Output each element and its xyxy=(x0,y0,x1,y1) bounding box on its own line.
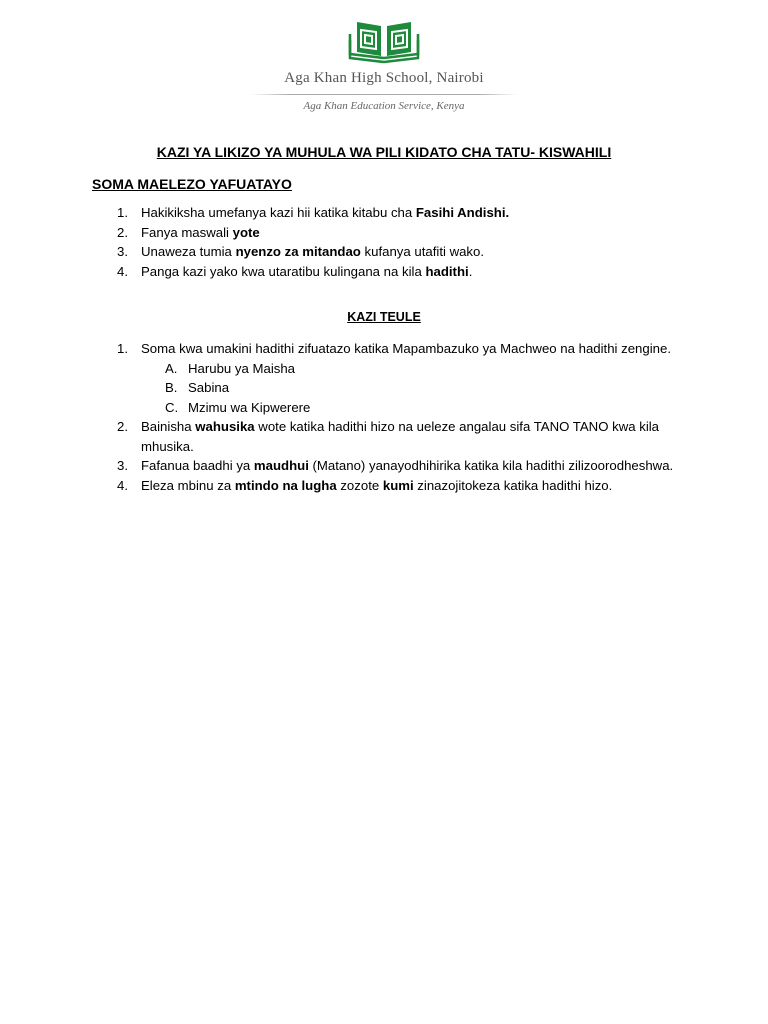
list-item: 1. Soma kwa umakini hadithi zifuatazo katika Mapambazuko ya Machweo na hadithi zengine. A. Harubu ya Maisha B. Sabina C. Mzimu wa Kipwerere xyxy=(95,339,675,417)
list-item: 3. Unaweza tumia nyenzo za mitandao kufanya utafiti wako. xyxy=(117,244,485,259)
list-item: 4. Eleza mbinu za mtindo na lugha zozote kumi zinazojitokeza katika hadithi hizo. xyxy=(117,477,613,493)
list-item: 1. Hakikiksha umefanya kazi hii katika kitabu cha Fasihi Andishi. xyxy=(117,205,510,220)
list-item: 3. Fafanua baadhi ya maudhui (Matano) yanayodhihirika katika kila hadithi zilizoorodheshwa. xyxy=(117,458,674,473)
list-item: 2. Fanya maswali yote xyxy=(117,224,260,240)
education-service: Aga Khan Education Service, Kenya xyxy=(303,100,465,112)
list-item: 4. Panga kazi yako kwa utaratibu kulingana na kila hadithi. xyxy=(117,263,473,279)
letterhead-divider xyxy=(250,94,518,95)
instructions-heading: SOMA MAELEZO YAFUATAYO xyxy=(92,176,292,192)
letterhead xyxy=(250,18,518,112)
story-list xyxy=(141,359,675,418)
list-item: 2. Bainisha wahusika wote katika hadithi hizo na ueleze angalau sifa TANO TANO kwa kila mhusika. xyxy=(117,419,660,454)
open-book-crest-icon xyxy=(347,18,421,64)
tasks-heading: KAZI TEULE xyxy=(347,310,421,324)
document-title: KAZI YA LIKIZO YA MUHULA WA PILI KIDATO CHA TATU- KISWAHILI xyxy=(156,144,612,160)
story-item: B. Sabina xyxy=(165,380,230,395)
story-item: A. Harubu ya Maisha xyxy=(165,360,296,376)
school-name: Aga Khan High School, Nairobi xyxy=(284,70,484,86)
story-item: C. Mzimu wa Kipwerere xyxy=(165,399,311,415)
tasks-list xyxy=(95,339,675,495)
instructions-list xyxy=(95,203,695,281)
